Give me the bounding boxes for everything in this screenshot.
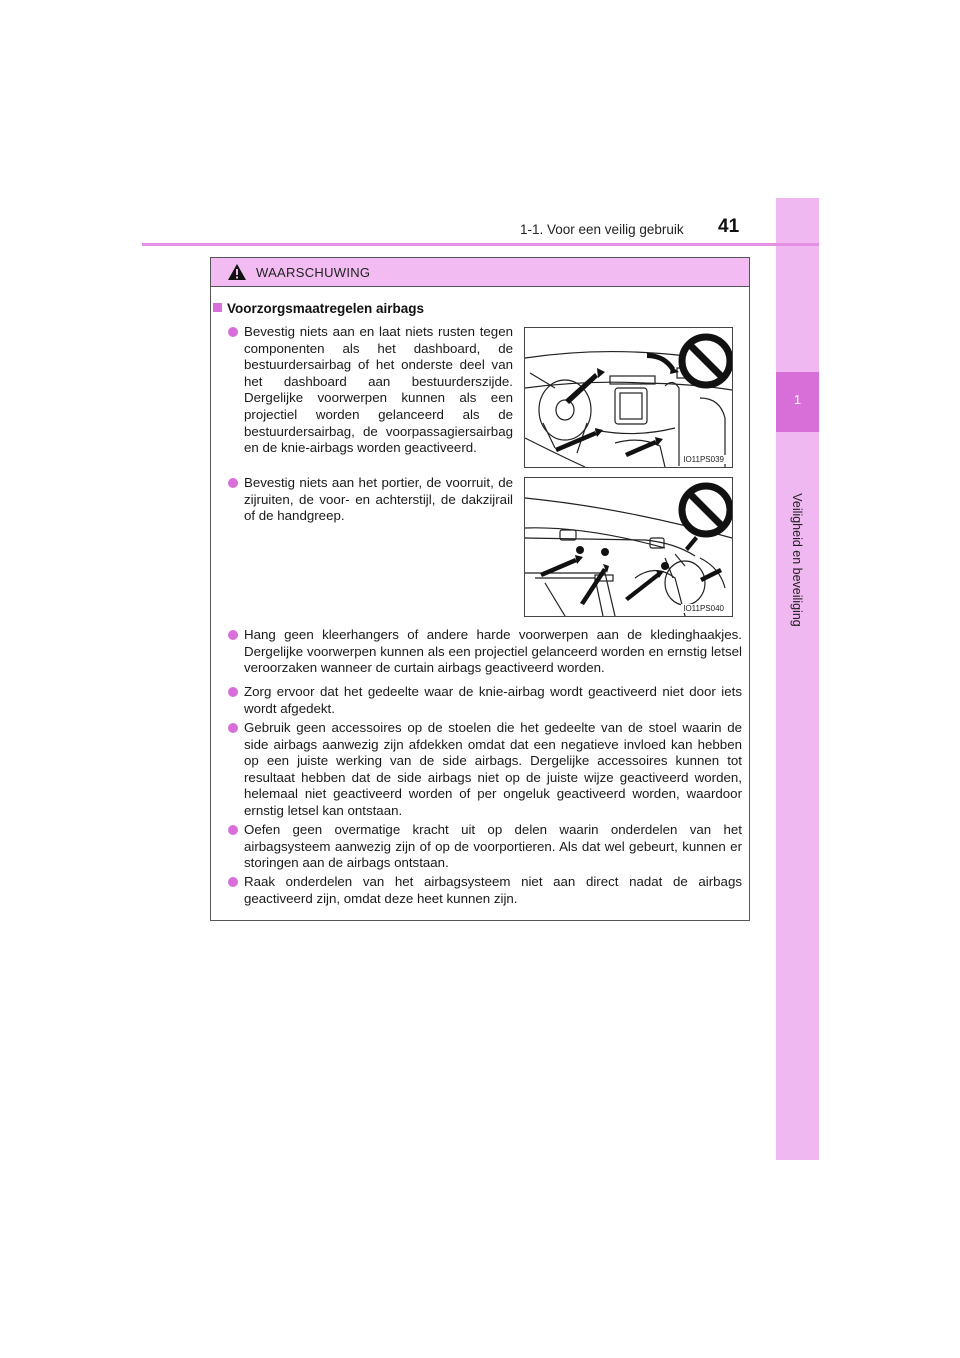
page-number: 41 (718, 216, 740, 237)
square-bullet-icon (213, 303, 222, 312)
bullet-icon (228, 327, 238, 337)
bullet-icon (228, 723, 238, 733)
paragraph-door-pillars (244, 475, 513, 525)
paragraph-seat-accessories (244, 720, 742, 820)
chapter-number: 1 (793, 392, 802, 407)
warning-header (211, 258, 749, 287)
dashboard-drawing (525, 328, 732, 467)
paragraph-hot-parts (244, 874, 742, 907)
paragraph-door-pillars-text: Bevestig niets aan het portier, de voorruit, de zijruiten, de voor- en achterstijl, de dakzijrail of de handgreep. (244, 475, 513, 524)
paragraph-dashboard-text: Bevestig niets aan en laat niets rusten tegen componenten als het dashboard, de bestuurdersairbag of het onderste deel van het dashboard aan bestuurderszijde. Dergelijke voorwerpen kunnen als een projectiel worden gelanceerd als de bestuurdersairbag, de voorpassagiersairbag en de knie-airbags worden geactiveerd. (244, 324, 513, 456)
airbag-precautions-heading-text: Voorzorgsmaatregelen airbags (227, 301, 425, 316)
paragraph-coat-hooks-text: Hang geen kleerhangers of andere harde voorwerpen aan de kledinghaakjes. Dergelijke voorwerpen kunnen als een projectiel gelanceerd worden en ernstig letsel veroorzaken wanneer de curtain airbags geactiveerd worden. (244, 627, 742, 676)
airbag-precautions-heading (213, 301, 424, 316)
bullet-icon (228, 687, 238, 697)
door-pillars-drawing (525, 478, 732, 616)
paragraph-excessive-force (244, 822, 742, 872)
chapter-side-tab (776, 198, 819, 1160)
dashboard-illustration (524, 327, 733, 468)
bullet-icon (228, 478, 238, 488)
paragraph-coat-hooks (244, 627, 742, 677)
figure-code: IO11PS039 (683, 455, 724, 464)
door-pillars-illustration (524, 477, 733, 617)
paragraph-hot-parts-text: Raak onderdelen van het airbagsysteem niet aan direct nadat de airbags geactiveerd zijn, omdat deze heet kunnen zijn. (244, 874, 742, 906)
figure-code: IO11PS040 (683, 604, 724, 613)
paragraph-knee-airbag (244, 684, 742, 717)
section-title: 1-1. Voor een veilig gebruik (520, 222, 684, 237)
paragraph-excessive-force-text: Oefen geen overmatige kracht uit op delen waarin onderdelen van het airbagsysteem aanwezig zijn of op de voorportieren. Als dat wel gebeurt, kunnen er storingen aan de airbags ontstaan. (244, 822, 742, 871)
paragraph-dashboard (244, 324, 513, 457)
bullet-icon (228, 825, 238, 835)
prohibition-icon-2 (682, 486, 730, 534)
paragraph-seat-accessories-text: Gebruik geen accessoires op de stoelen die het gedeelte van de stoel waarin de side airbags aanwezig zijn afdekken omdat dat een negatieve invloed kan hebben op een juiste werking van de side airbags. Dergelijke accessoires kunnen tot resultaat hebben dat de side airbags niet op de juiste wijze geactiveerd worden, helemaal niet geactiveerd worden of per ongeluk geactiveerd worden, waardoor ernstig letsel kan ontstaan. (244, 720, 742, 818)
header-rule (142, 243, 819, 246)
paragraph-knee-airbag-text: Zorg ervoor dat het gedeelte waar de knie-airbag wordt geactiveerd niet door iets wordt afgedekt. (244, 684, 742, 716)
warning-triangle-icon (227, 263, 247, 281)
bullet-icon (228, 630, 238, 640)
bullet-icon (228, 877, 238, 887)
warning-title: WAARSCHUWING (256, 265, 371, 280)
prohibition-icon-1 (682, 337, 730, 385)
chapter-title: Veiligheid en beveiliging (790, 493, 804, 627)
